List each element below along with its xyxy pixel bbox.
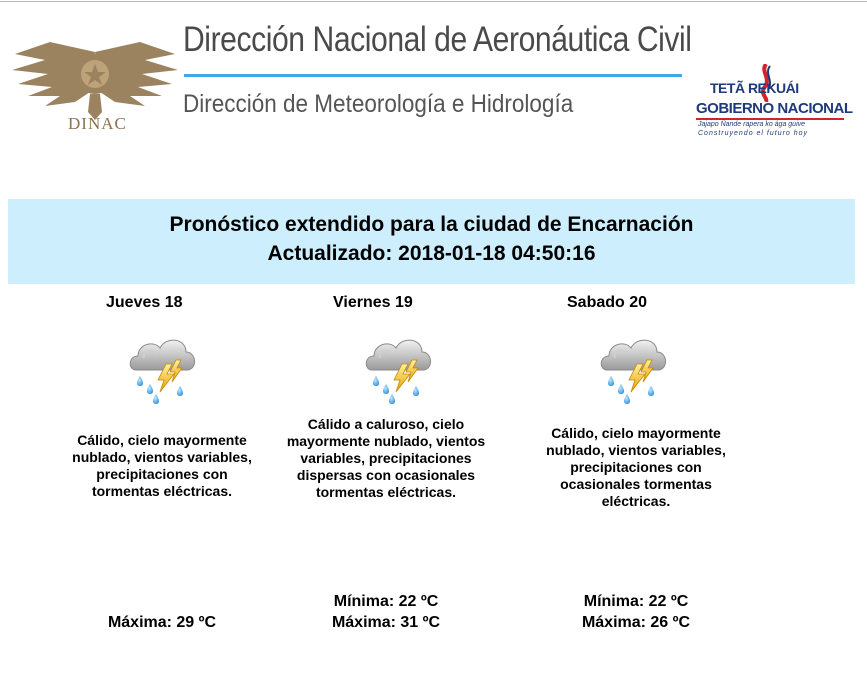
forecast-day-2 <box>286 292 486 652</box>
forecast-day-3 <box>536 292 736 652</box>
gov-logo-rule <box>696 118 844 120</box>
day-name: Viernes 19 <box>333 294 413 311</box>
gov-logo-tagline-spanish: Construyendo el futuro hoy <box>698 130 809 137</box>
day-maxima: Máxima: 31 ºC <box>331 614 441 631</box>
day-maxima: Máxima: 29 ºC <box>107 614 217 631</box>
gobierno-nacional-logo <box>690 64 853 144</box>
page-subtitle: Dirección de Meteorología e Hidrología <box>183 90 574 118</box>
title-underline <box>184 74 682 77</box>
page-title: Dirección Nacional de Aeronáutica Civil <box>183 20 692 59</box>
day-name: Sabado 20 <box>567 294 648 311</box>
gov-logo-line2: GOBIERNO NACIONAL <box>696 100 853 117</box>
forecast-banner <box>8 199 855 284</box>
cloud-storm-rain-icon <box>597 328 671 406</box>
day-minima: Mínima: 22 ºC <box>583 593 689 610</box>
gov-logo-line1: TETÃ REKUÁI <box>710 80 799 96</box>
page-header <box>0 2 867 152</box>
day-maxima: Máxima: 26 ºC <box>581 614 691 631</box>
day-minima: Mínima: 22 ºC <box>333 593 439 610</box>
forecast-day-1 <box>62 292 262 652</box>
day-description: Cálido, cielo mayormente nublado, vientos variables, precipitaciones con tormentas eléctricas. <box>72 432 252 499</box>
day-name: Jueves 18 <box>106 294 183 311</box>
day-description: Cálido a caluroso, cielo mayormente nublado, vientos variables, precipitaciones dispersas con ocasionales tormentas eléctricas. <box>286 416 486 500</box>
cloud-storm-rain-icon <box>126 328 200 406</box>
dinac-logo-text: DINAC <box>68 114 127 133</box>
updated-timestamp: Actualizado: 2018-01-18 04:50:16 <box>267 242 596 265</box>
forecast-title: Pronóstico extendido para la ciudad de Encarnación <box>169 213 694 236</box>
cloud-storm-rain-icon <box>362 328 436 406</box>
gov-logo-tagline-guarani: Jajapo Ñande rapera ko ága guive <box>698 121 806 128</box>
day-description: Cálido, cielo mayormente nublado, vientos variables, precipitaciones con ocasionales tormentas eléctricas. <box>546 425 726 509</box>
